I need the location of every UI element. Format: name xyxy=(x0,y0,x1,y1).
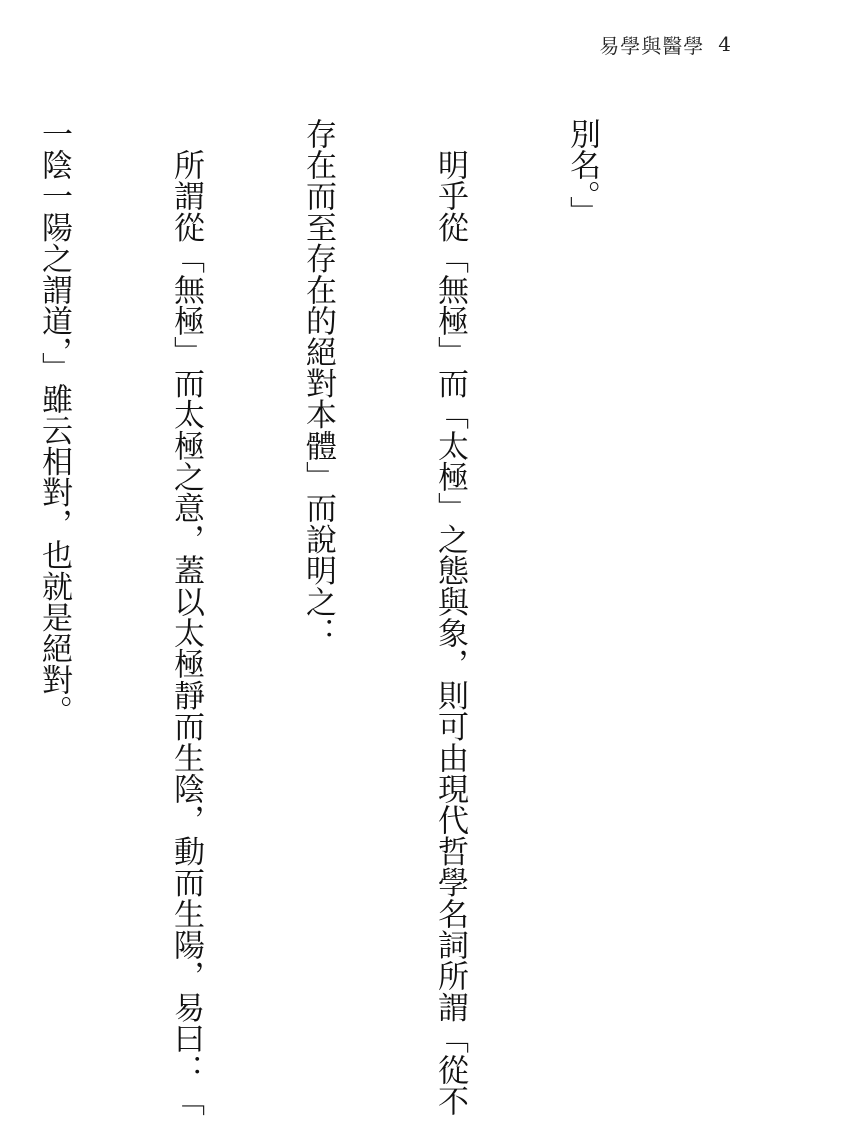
vertical-body-text xyxy=(0,118,692,1117)
page-number: 4 xyxy=(718,32,732,56)
text-column: 存在而至存在的絕對本體」而說明之： xyxy=(300,118,336,649)
text-column: 一陰一陽之謂道，」雖云相對，也就是絕對。 xyxy=(36,118,72,727)
text-column: 明乎從「無極」而「太極」之態與象，則可由現代哲學名詞所謂「從不 xyxy=(432,118,468,1117)
running-header xyxy=(599,30,732,58)
text-column: 別名。」 xyxy=(564,118,600,228)
text-column: 所謂從「無極」而太極之意，蓋以太極靜而生陰，動而生陽，易曰：「 xyxy=(168,118,204,1117)
book-title: 易學與醫學 xyxy=(599,33,705,58)
